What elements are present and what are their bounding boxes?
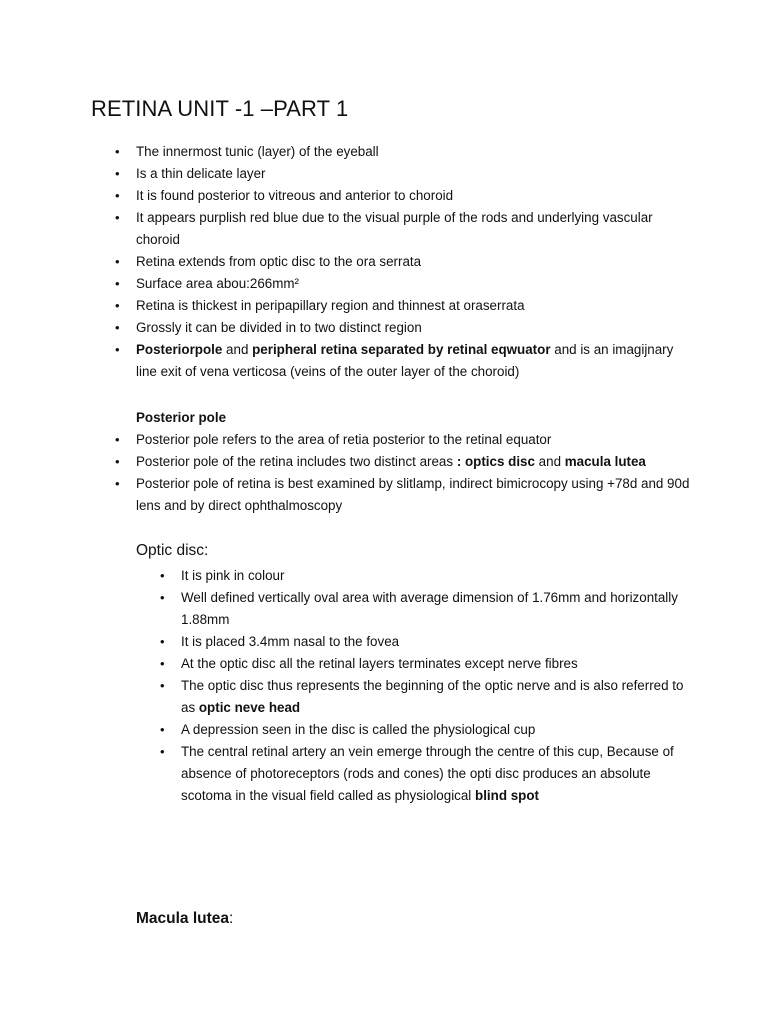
list-item: • Well defined vertically oval area with average dimension of 1.76mm and horizontally 1.88mm — [181, 587, 691, 631]
bullet-icon: • — [160, 722, 165, 737]
bullet-icon: • — [115, 188, 120, 203]
list-item: • Grossly it can be divided in to two distinct region — [136, 317, 696, 339]
bullet-icon: • — [160, 634, 165, 649]
bullet-icon: • — [115, 254, 120, 269]
list-item: • A depression seen in the disc is called the physiological cup — [181, 719, 691, 741]
posterior-pole-list — [115, 429, 696, 517]
retina-overview-list — [115, 141, 696, 383]
list-item: • Posterior pole of retina is best examined by slitlamp, indirect bimicrocopy using +78d and 90d lens and by direct ophthalmoscopy — [136, 473, 696, 517]
bullet-icon: • — [115, 144, 120, 159]
bullet-icon: • — [115, 454, 120, 469]
bullet-icon: • — [115, 166, 120, 181]
bullet-icon: • — [115, 476, 120, 491]
bullet-icon: • — [160, 656, 165, 671]
optic-disc-heading: Optic disc: — [136, 542, 209, 559]
bullet-icon: • — [115, 342, 120, 357]
list-item: • It is placed 3.4mm nasal to the fovea — [181, 631, 691, 653]
bullet-icon: • — [115, 432, 120, 447]
list-item: • Is a thin delicate layer — [136, 163, 696, 185]
list-item: • Retina is thickest in peripapillary region and thinnest at oraserrata — [136, 295, 696, 317]
list-item: • Posteriorpole and peripheral retina separated by retinal eqwuator and is an imagijnary line exit of vena verticosa (veins of the outer layer of the choroid) — [136, 339, 696, 383]
optic-disc-list — [160, 565, 691, 807]
bullet-icon: • — [160, 568, 165, 583]
page-title: RETINA UNIT -1 –PART 1 — [91, 96, 349, 121]
bullet-icon: • — [160, 678, 165, 693]
list-item: • It is found posterior to vitreous and anterior to choroid — [136, 185, 696, 207]
bullet-icon: • — [115, 320, 120, 335]
bullet-icon: • — [160, 590, 165, 605]
list-item: • It is pink in colour — [181, 565, 691, 587]
posterior-pole-heading: Posterior pole — [136, 410, 227, 425]
list-item: • It appears purplish red blue due to the visual purple of the rods and underlying vascular choroid — [136, 207, 696, 251]
bullet-icon: • — [115, 298, 120, 313]
list-item: • Posterior pole refers to the area of retia posterior to the retinal equator — [136, 429, 696, 451]
list-item: • Posterior pole of the retina includes two distinct areas : optics disc and macula lutea — [136, 451, 696, 473]
list-item: • The optic disc thus represents the beginning of the optic nerve and is also referred to as optic neve head — [181, 675, 691, 719]
list-item: • The central retinal artery an vein emerge through the centre of this cup, Because of absence of photoreceptors (rods and cones) the opti disc produces an absolute scotoma in the visual field called as physiological blind spot — [181, 741, 691, 807]
bullet-icon: • — [160, 744, 165, 759]
list-item: • The innermost tunic (layer) of the eyeball — [136, 141, 696, 163]
list-item: • Retina extends from optic disc to the ora serrata — [136, 251, 696, 273]
list-item: • Surface area abou:266mm² — [136, 273, 696, 295]
macula-lutea-heading: Macula lutea: — [136, 910, 234, 927]
bullet-icon: • — [115, 210, 120, 225]
list-item: • At the optic disc all the retinal layers terminates except nerve fibres — [181, 653, 691, 675]
bullet-icon: • — [115, 276, 120, 291]
